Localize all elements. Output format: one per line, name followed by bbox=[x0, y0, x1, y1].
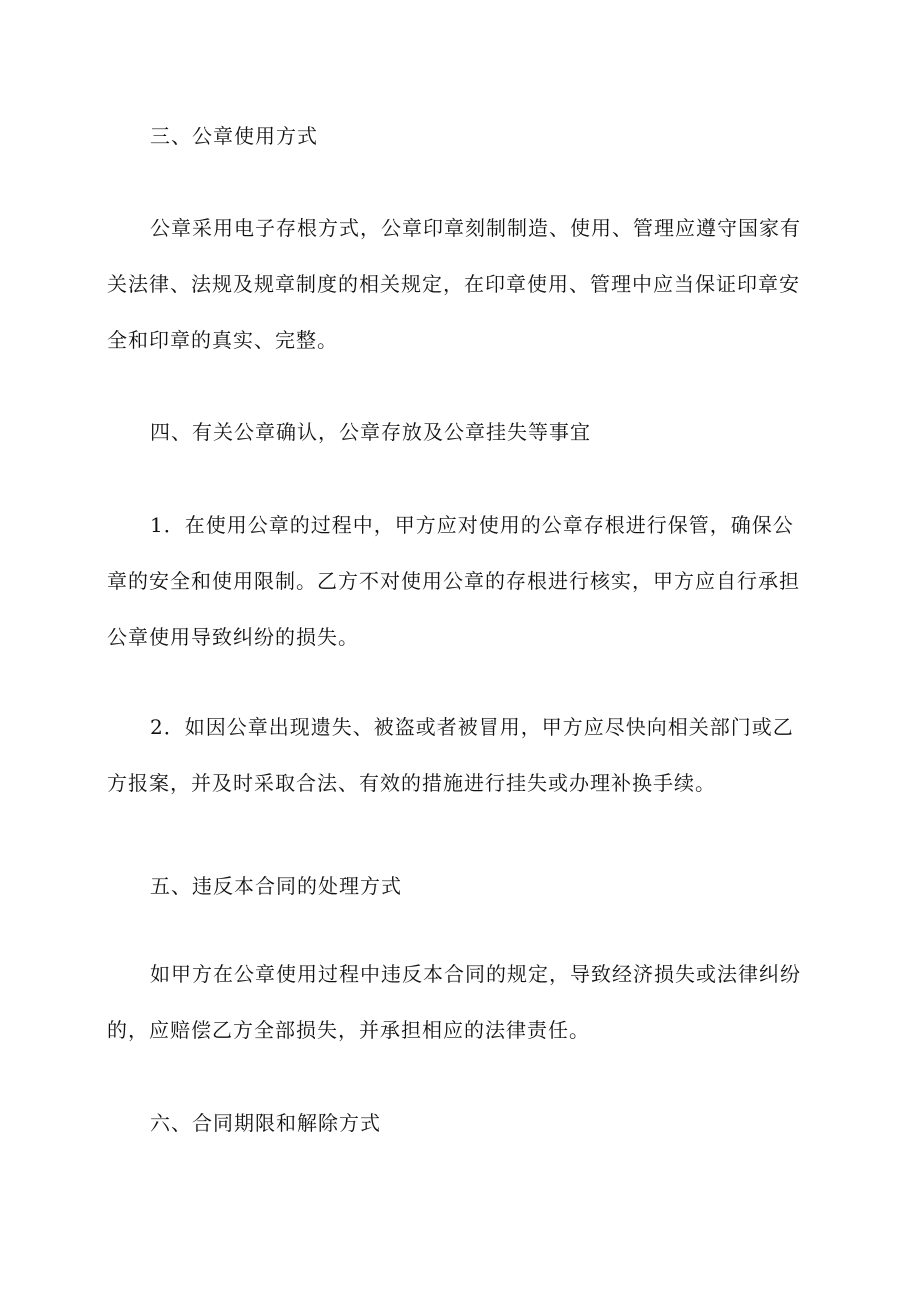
section-heading-6: 六、合同期限和解除方式 bbox=[150, 1111, 381, 1135]
paragraph-breach: 如甲方在公章使用过程中违反本合同的规定，导致经济损失或法律纠纷的，应赔偿乙方全部损失，并承担相应的法律责任。 bbox=[107, 962, 801, 1042]
section-heading-3: 三、公章使用方式 bbox=[150, 124, 318, 148]
paragraph-seal-usage: 公章采用电子存根方式，公章印章刻制制造、使用、管理应遵守国家有关法律、法规及规章制度的相关规定，在印章使用、管理中应当保证印章安全和印章的真实、完整。 bbox=[107, 216, 801, 352]
paragraph-item-1: 1．在使用公章的过程中，甲方应对使用的公章存根进行保管，确保公章的安全和使用限制。乙方不对使用公章的存根进行核实，甲方应自行承担公章使用导致纠纷的损失。 bbox=[107, 513, 800, 649]
section-heading-4: 四、有关公章确认，公章存放及公章挂失等事宜 bbox=[150, 420, 591, 444]
paragraph-item-2: 2．如因公章出现遗失、被盗或者被冒用，甲方应尽快向相关部门或乙方报案，并及时采取合法、有效的措施进行挂失或办理补换手续。 bbox=[107, 715, 794, 795]
section-heading-5: 五、违反本合同的处理方式 bbox=[150, 874, 402, 898]
